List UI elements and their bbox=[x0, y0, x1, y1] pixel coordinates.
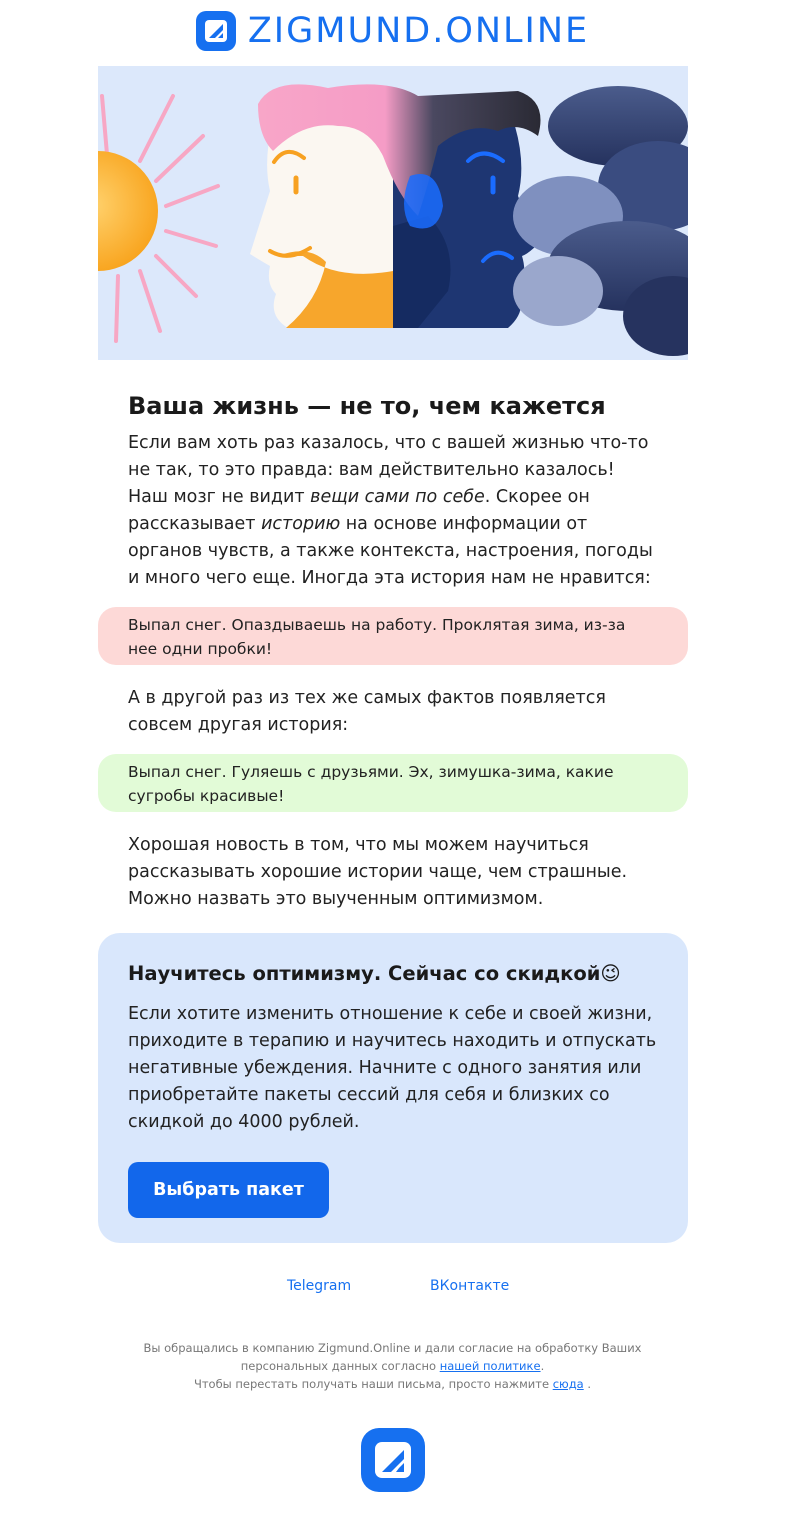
p1-emphasis-1: вещи сами по себе bbox=[310, 487, 485, 507]
sun bbox=[98, 151, 158, 271]
email-header bbox=[0, 10, 785, 52]
p1-text-c: на основе информации от органов чувств, а также контекста, настроения, погоды и много чего еще. Иногда эта история нам не нравится: bbox=[128, 514, 653, 588]
p1-text-b: . Скорее он рассказывает bbox=[128, 487, 590, 534]
offer-title: Научитесь оптимизму. Сейчас со скидкой😉 bbox=[128, 962, 621, 985]
article-paragraph-1 bbox=[128, 430, 658, 592]
hero-illustration bbox=[98, 66, 688, 360]
positive-story-note bbox=[98, 754, 688, 812]
vkontakte-link[interactable]: ВКонтакте bbox=[430, 1278, 510, 1294]
telegram-link[interactable]: Telegram bbox=[287, 1278, 352, 1294]
social-links bbox=[0, 1278, 785, 1300]
offer-card bbox=[98, 933, 688, 1243]
legal-consent-text: Вы обращались в компанию Zigmund.Online и дали согласие на обработку Ваших персональных данных согласно bbox=[143, 1341, 642, 1373]
choose-package-button[interactable]: Выбрать пакет bbox=[128, 1162, 329, 1218]
privacy-policy-link[interactable]: нашей политике bbox=[439, 1359, 541, 1373]
brand-name[interactable]: ZIGMUND.ONLINE bbox=[247, 11, 590, 51]
article-paragraph-3: Хорошая новость в том, что мы можем научиться рассказывать хорошие истории чаще, чем страшные. Можно назвать это выученным оптимизмом. bbox=[128, 835, 628, 909]
unsubscribe-link[interactable]: сюда bbox=[552, 1377, 584, 1391]
legal-notice bbox=[140, 1339, 645, 1393]
unsubscribe-end: . bbox=[583, 1377, 592, 1391]
negative-story-note bbox=[98, 607, 688, 665]
article-paragraph-2: А в другой раз из тех же самых фактов появляется совсем другая история: bbox=[128, 688, 606, 735]
p1-text-a: Если вам хоть раз казалось, что с вашей жизнью что-то не так, то это правда: вам действительно казалось! Наш мозг не видит bbox=[128, 433, 649, 507]
p1-emphasis-2: историю bbox=[261, 514, 341, 534]
unsubscribe-text: Чтобы перестать получать наши письма, просто нажмите bbox=[193, 1377, 553, 1391]
article-title: Ваша жизнь — не то, чем кажется bbox=[128, 392, 606, 420]
zigmund-logo-icon[interactable] bbox=[196, 11, 236, 51]
positive-story-text: Выпал снег. Гуляешь с друзьями. Эх, зимушка-зима, какие сугробы красивые! bbox=[128, 763, 614, 805]
optimism-pessimism-faces-illustration bbox=[98, 66, 688, 360]
offer-text: Если хотите изменить отношение к себе и своей жизни, приходите в терапию и научитесь находить и отпускать негативные убеждения. Начните с одного занятия или приобретайте пакеты сессий для себя и близких со скидкой до 4000 рублей. bbox=[128, 1004, 657, 1132]
legal-consent-end: . bbox=[540, 1359, 545, 1373]
negative-story-text: Выпал снег. Опаздываешь на работу. Проклятая зима, из-за нее одни пробки! bbox=[128, 616, 626, 658]
footer-logo-icon[interactable] bbox=[361, 1428, 425, 1492]
